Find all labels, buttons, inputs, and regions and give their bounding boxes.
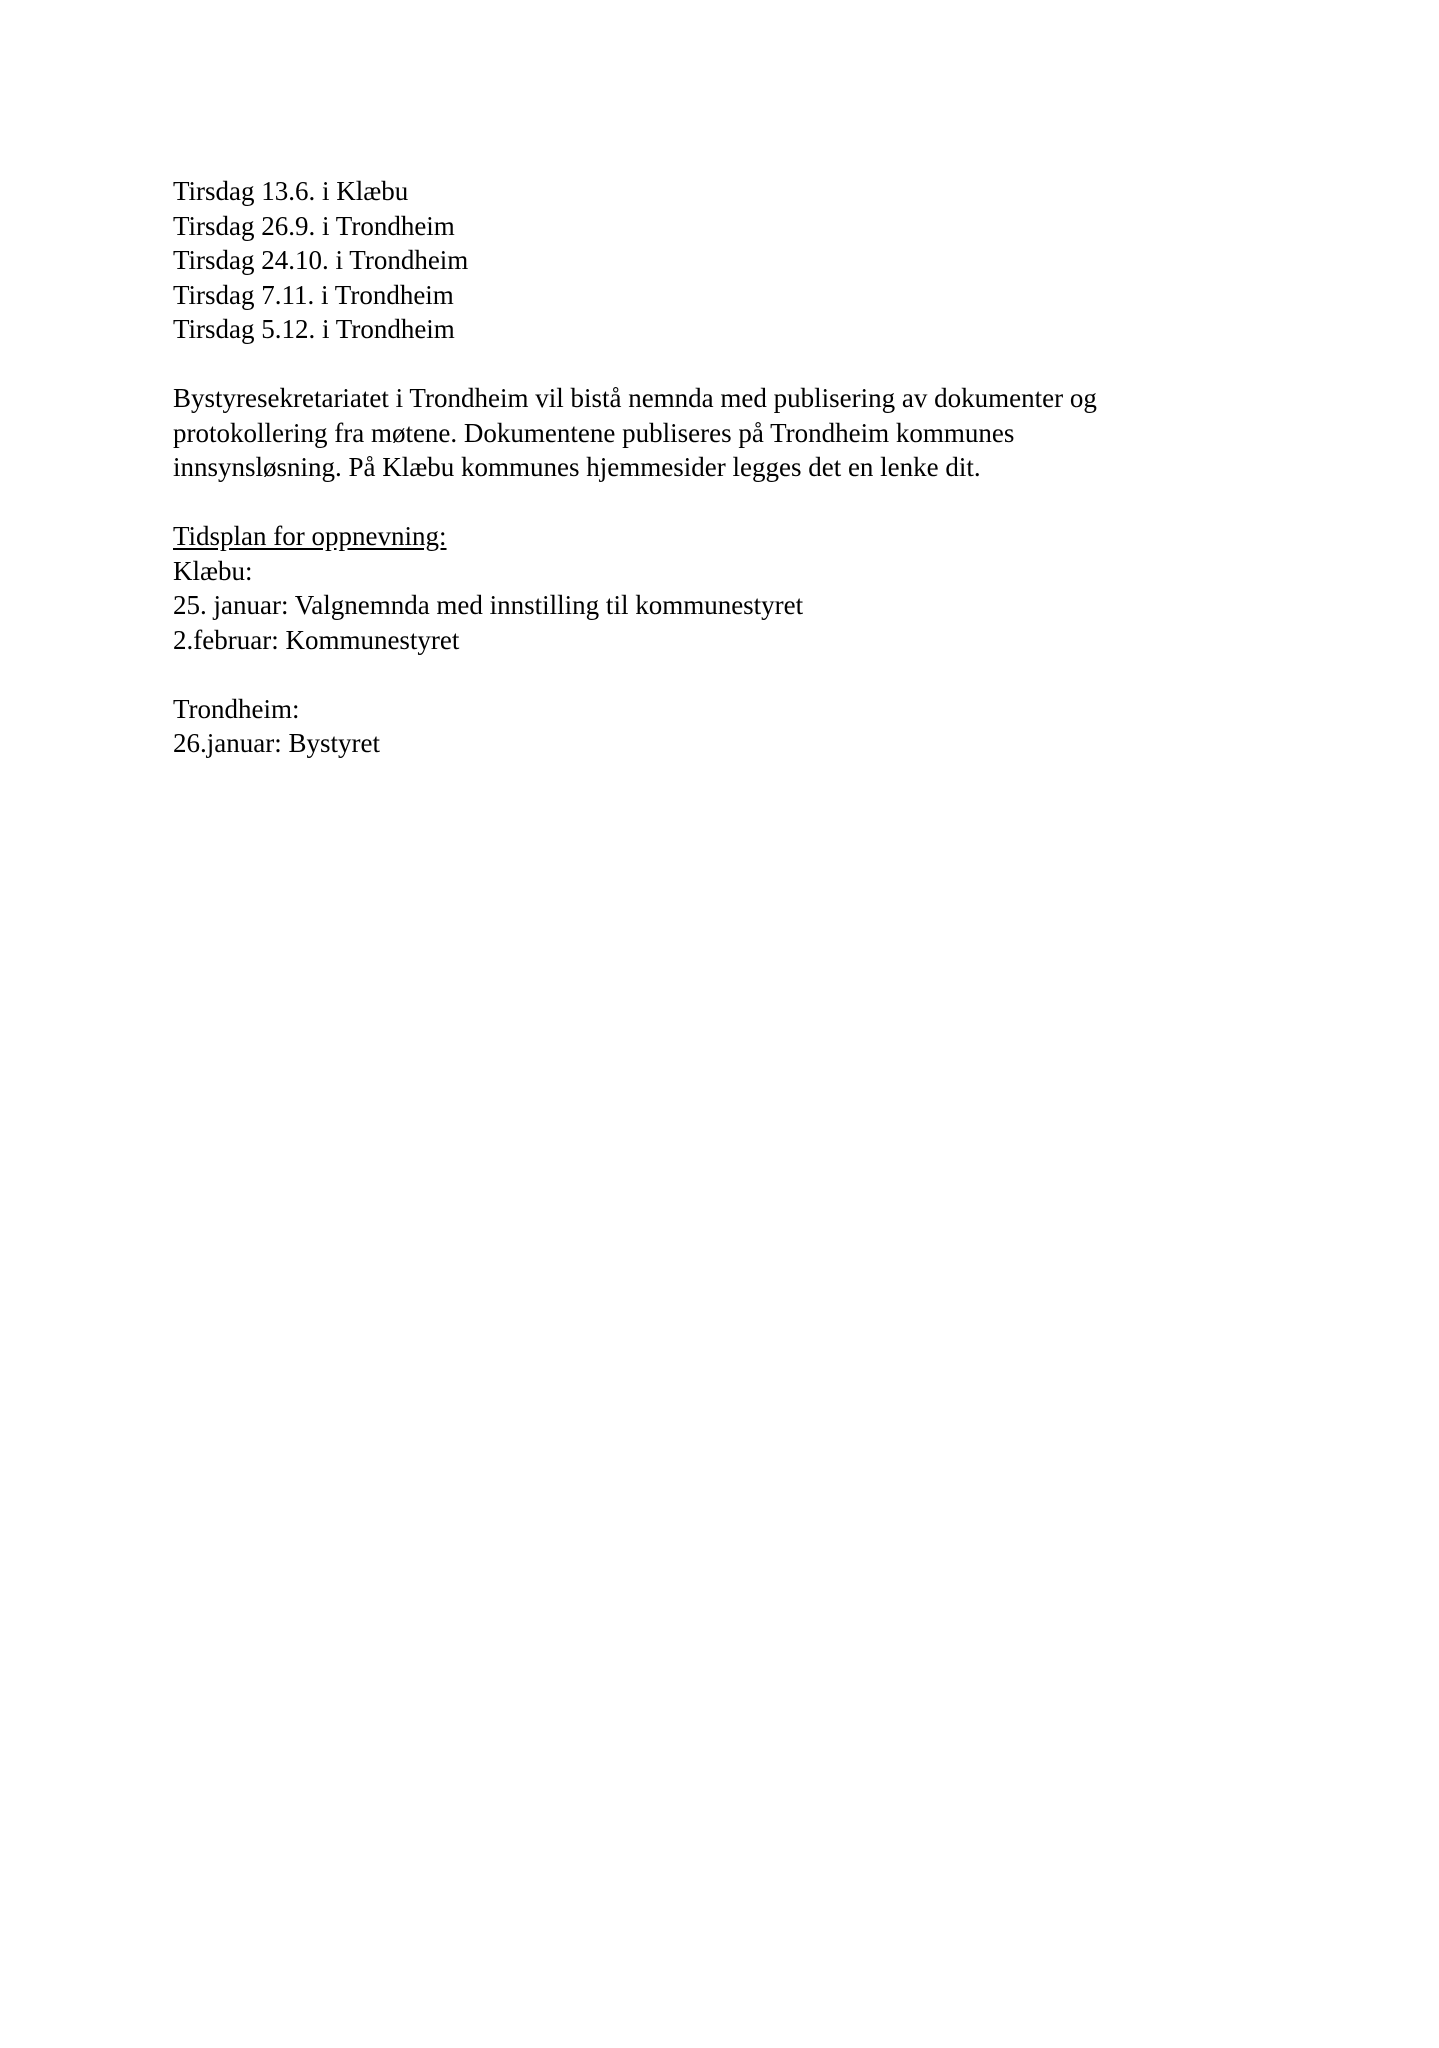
secretariat-paragraph (173, 381, 1273, 485)
paragraph-line: Bystyresekretariatet i Trondheim vil bistå nemnda med publisering av dokumenter og (173, 383, 1097, 413)
klaebu-label: Klæbu: (173, 555, 253, 586)
meeting-date: Tirsdag 7.11. i Trondheim (173, 279, 454, 310)
schedule-heading: Tidsplan for oppnevning: (173, 521, 447, 551)
trondheim-schedule-item: 26.januar: Bystyret (173, 728, 380, 758)
spacer (173, 657, 1273, 692)
meeting-date: Tirsdag 13.6. i Klæbu (173, 176, 409, 206)
document-page (173, 174, 1273, 761)
meeting-date: Tirsdag 5.12. i Trondheim (173, 314, 455, 344)
spacer (173, 347, 1273, 382)
klaebu-schedule-item: 25. januar: Valgnemnda med innstilling til kommunestyret (173, 590, 804, 620)
meeting-date: Tirsdag 24.10. i Trondheim (173, 245, 469, 275)
trondheim-label: Trondheim: (173, 693, 300, 724)
paragraph-line: innsynsløsning. På Klæbu kommunes hjemmesider legges det en lenke dit. (173, 452, 981, 482)
meeting-dates-list (173, 174, 1273, 347)
meeting-date: Tirsdag 26.9. i Trondheim (173, 210, 455, 241)
spacer (173, 485, 1273, 520)
paragraph-line: protokollering fra møtene. Dokumentene publiseres på Trondheim kommunes (173, 417, 1015, 448)
appointment-schedule (173, 519, 1273, 761)
klaebu-schedule-item: 2.februar: Kommunestyret (173, 624, 460, 655)
